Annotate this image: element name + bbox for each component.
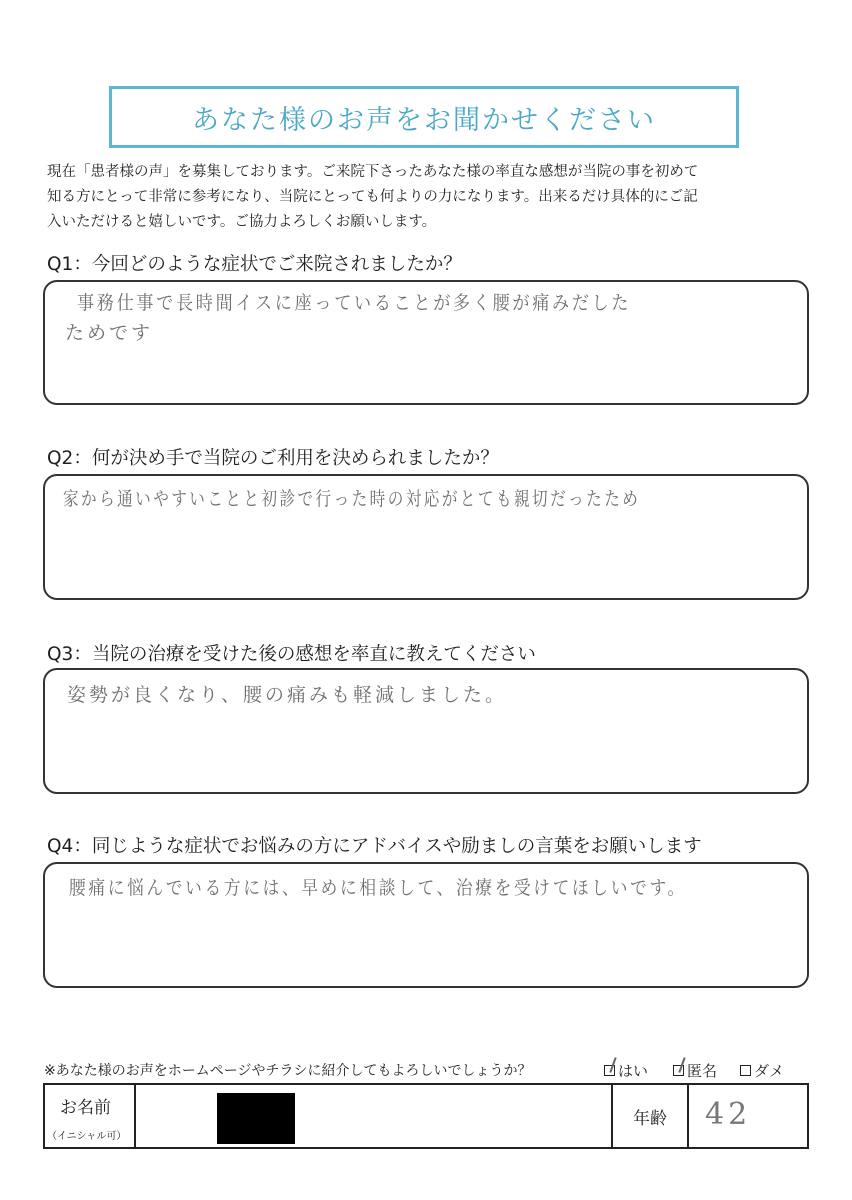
intro-line: 知る方にとって非常に参考になり、当院にとっても何よりの力になります。出来るだけ具体的にご記 [47,189,698,205]
anonymous-checkbox[interactable] [673,1065,684,1076]
redacted-name [217,1093,295,1144]
name-sublabel: （イニシャル可） [47,1131,127,1142]
consent-question: ※あなた様のお声をホームページやチラシに紹介してもよろしいでしょうか？ [44,1063,532,1079]
consent-option-no[interactable] [740,1060,784,1081]
answer-2-box[interactable] [43,474,809,600]
name-label: お名前 [60,1098,111,1118]
age-value[interactable]: 42 [705,1097,752,1132]
question-2-label: Q2：何が決め手で当院のご利用を決められましたか？ [47,448,499,469]
check-mark-icon [678,1057,685,1073]
answer-3-line-1: 姿勢が良くなり、腰の痛みも軽減しました。 [67,684,508,706]
name-age-table [43,1083,809,1149]
page-title: あなた様のお声をお聞かせください [192,104,656,136]
age-label-cell [611,1085,689,1147]
consent-option-yes[interactable] [604,1060,648,1081]
question-1-label: Q1：今回どのような症状でご来院されましたか？ [47,254,462,275]
yes-checkbox[interactable] [604,1065,615,1076]
no-checkbox[interactable] [740,1065,751,1076]
question-3-label: Q3：当院の治療を受けた後の感想を率直に教えてください [47,644,536,665]
age-label: 年齢 [633,1108,667,1129]
consent-option-label: はい [618,1062,649,1080]
consent-option-label: ダメ [754,1062,785,1080]
title-box [109,86,739,148]
intro-line: 現在「患者様の声」を募集しております。ご来院下さったあなた様の率直な感想が当院の事を初めて [47,164,699,180]
consent-option-anonymous[interactable] [673,1060,717,1081]
answer-1-line-2: ためです [65,322,154,344]
answer-3-box[interactable] [43,668,809,794]
consent-option-label: 匿名 [687,1062,718,1080]
intro-line: 入いただけると嬉しいです。ご協力よろしくお願いします。 [47,214,437,230]
answer-4-line-1: 腰痛に悩んでいる方には、早めに相談して、治療を受けてほしいです。 [69,877,687,899]
answer-1-line-1: 事務仕事で長時間イスに座っていることが多く腰が痛みだした [77,292,632,314]
name-label-cell [45,1085,136,1147]
intro-text [47,160,807,235]
question-4-label: Q4：同じような症状でお悩みの方にアドバイスや励ましの言葉をお願いします [47,836,702,857]
answer-1-box[interactable] [43,280,809,405]
answer-4-box[interactable] [43,862,809,988]
check-mark-icon [609,1057,616,1073]
answer-2-line-1: 家から通いやすいことと初診で行った時の対応がとても親切だったため [63,488,641,510]
